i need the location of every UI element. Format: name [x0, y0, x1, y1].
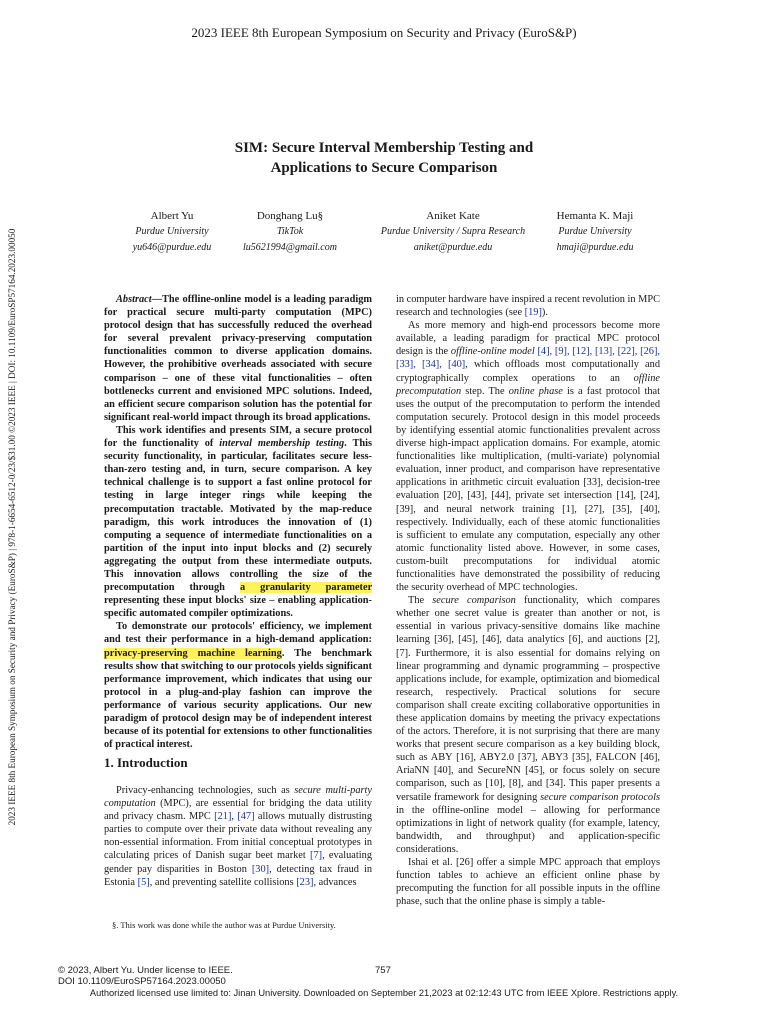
right-column — [396, 293, 660, 908]
citation-link[interactable]: [7] — [310, 850, 323, 862]
abstract-paragraph-3: To demonstrate our protocols' efficiency, we implement and test their performance in a high-demand application: privacy-preserving machine learning. The benchmark results show that switching to our protocols yields significant performance improvement, which indicates that using our protocol in a plug-and-play fashion can improve the performance of various security applications. Our new paradigm of protocol design may be of independent interest because of its potential for extensions to other functionalities of practical interest. — [104, 621, 373, 751]
copyright-block — [58, 965, 233, 987]
paragraph: in computer hardware have inspired a recent revolution in MPC research and technologies (see [19]). — [396, 294, 660, 319]
paragraph: The secure comparison functionality, which compares whether one secret value is greater than another or not, is essential in various privacy-sensitive domains like machine learning [36], [45], [46], data analytics [6], and auctions [2], [7]. Furthermore, it is also essential for domains relying on linear programming and dynamic programming – prospective applications include, for example, optimization and biomedical research, respectively. Practical solutions for secure comparison shall create exciting collaborative opportunities in these application domains by meeting the privacy expectations of the actors. Therefore, it is not surprising that there are many works that present secure comparison as a key building block, such as ABY [16], ABY2.0 [37], ABY3 [35], FALCON [46], AriaNN [40], and SecureNN [45], or focus solely on secure comparison, such as [10], [8], and [34]. This paper presents a versatile framework for designing secure comparison protocols in the offline-online model – allowing for performance optimizations in light of network quality (for example, latency, bandwidth, and throughput) and application-specific considerations. — [396, 595, 660, 855]
author-email[interactable]: lu5621994@gmail.com — [243, 242, 337, 253]
paper-title — [0, 138, 768, 178]
section-heading: 1. Introduction — [104, 755, 188, 770]
footnote: §. This work was done while the author was at Purdue University. — [112, 920, 336, 930]
author-affiliation: Purdue University — [558, 226, 632, 237]
citation-link[interactable]: [5] — [137, 876, 150, 888]
paragraph: Ishai et al. [26] offer a simple MPC approach that employs function tables to achieve an efficient online phase by precomputing the function for all possible inputs in the offline phase, such that the online phase is simply a table- — [396, 857, 660, 908]
author-email[interactable]: aniket@purdue.edu — [413, 242, 493, 253]
intro-paragraph: Privacy-enhancing technologies, such as secure multi-party computation (MPC), are essential for bridging the data utility and privacy chasm. MPC [21], [47] allows mutually distrusting parties to compute over their private data without revealing any non-essential information. From initial conceptual prototypes in calculating prices of Danish sugar beet market [7], evaluating gender pay disparities in Boston [30], detecting tax fraud in Estonia [5], and preventing satellite collisions [23], advances — [104, 785, 373, 888]
author-name: Albert Yu — [150, 210, 194, 222]
copyright: © 2023, Albert Yu. Under license to IEEE. — [58, 965, 233, 976]
citation-link[interactable]: [19] — [524, 307, 542, 319]
highlight[interactable]: a granularity parameter — [239, 582, 372, 594]
author-name: Aniket Kate — [426, 210, 480, 222]
title-line-1: SIM: Secure Interval Membership Testing and — [234, 140, 534, 156]
author-block — [228, 208, 352, 256]
highlight[interactable]: privacy-preserving machine learning — [104, 647, 282, 659]
license-notice: Authorized licensed use limited to: Jinan University. Downloaded on September 21,2023 at 02:12:43 UTC from IEEE Xplore. Restrictions apply. — [89, 988, 679, 998]
paragraph: As more memory and high-end processors become more available, a leading paradigm for practical MPC protocol design is the offline-online model [4], [9], [12], [13], [22], [26], [33], [34], [40], which offloads most computationally and cryptographically complex operations to an offline precomputation step. The online phase is a fast protocol that uses the output of the precomputation to perform the intended computation securely. Protocol design in this model proceeds by identifying essential atomic functionalities prevalent across diverse high-impact application domains. For example, atomic functionalities like multiplication, (multi-variate) polynomial evaluation, inner product, and comparison have representative applications in arithmetic circuit evaluation [33], decision-tree evaluation [20], [43], [44], private set intersection [14], [24], [39], and neural network training [1], [27], [35], [40], respectively. Individually, each of these atomic functionalities is sufficient to emulate any computation, especially any other atomic functionality listed above. However, in some cases, custom-built precomputations for individual atomic functionalities have demonstrated the possibility of reducing the security overhead of MPC technologies. — [396, 320, 660, 594]
author-name: Hemanta K. Maji — [556, 210, 634, 222]
citation-link[interactable]: [30] — [251, 863, 270, 875]
author-email[interactable]: yu646@purdue.edu — [132, 242, 212, 253]
author-affiliation: Purdue University — [135, 226, 209, 237]
abstract-paragraph-2: This work identifies and presents SIM, a secure protocol for the functionality of interval membership testing. This security functionality, in particular, facilitates secure less-than-zero testing and, in turn, secure comparison. A key technical challenge is to support a fast online protocol for testing in large integer rings while keeping the precomputation tractable. Motivated by the map-reduce paradigm, this work introduces the innovation of (1) computing a sequence of intermediate functionalities on a partition of the input into input blocks and (2) securely aggregating the output from these intermediate outputs. This innovation allows controlling the size of the precomputation through a granularity parameter representing these input blocks' size – enabling application-specific automated compiler optimizations. — [104, 424, 372, 620]
page-number: 757 — [375, 965, 391, 976]
conference-header: 2023 IEEE 8th European Symposium on Security and Privacy (EuroS&P) — [191, 25, 577, 40]
abstract-label: Abstract — [116, 294, 152, 305]
author-block — [540, 208, 650, 256]
abstract — [104, 293, 372, 751]
author-affiliation: Purdue University / Supra Research — [380, 226, 526, 237]
title-line-2: Applications to Secure Comparison — [270, 160, 498, 176]
doi-sidebar: 2023 IEEE 8th European Symposium on Security and Privacy (EuroS&P) | 978-1-6654-6512-0/23/$31.00 ©2023 IEEE | DOI: 10.1109/EuroSP57164.2023.00050 — [7, 228, 17, 826]
citation-link[interactable]: [21] — [214, 811, 232, 823]
author-affiliation: TikTok — [276, 226, 304, 237]
author-block — [117, 208, 227, 256]
author-block — [355, 208, 551, 256]
author-name: Donghang Lu§ — [256, 210, 324, 222]
citation-link[interactable]: [23] — [296, 876, 314, 888]
citation-link[interactable]: [47] — [237, 811, 255, 823]
doi: DOI 10.1109/EuroSP57164.2023.00050 — [58, 976, 226, 987]
abstract-paragraph-1: Abstract—The offline-online model is a leading paradigm for practical secure multi-party computation (MPC) protocol design that has successfully reduced the overhead for several prevalent privacy-preserving computation functionalities common to diverse application domains. However, the prohibitive overheads associated with secure comparison – one of these vital functionalities – often bottlenecks current and envisioned MPC solutions. Indeed, an efficient secure comparison solution has the potential for significant real-world impact through its broad applications. — [104, 294, 372, 423]
author-email[interactable]: hmaji@purdue.edu — [556, 242, 634, 253]
citation-link[interactable]: [4], [9], [12], [13], [22], [26], [33], [34], [40] — [396, 346, 660, 371]
